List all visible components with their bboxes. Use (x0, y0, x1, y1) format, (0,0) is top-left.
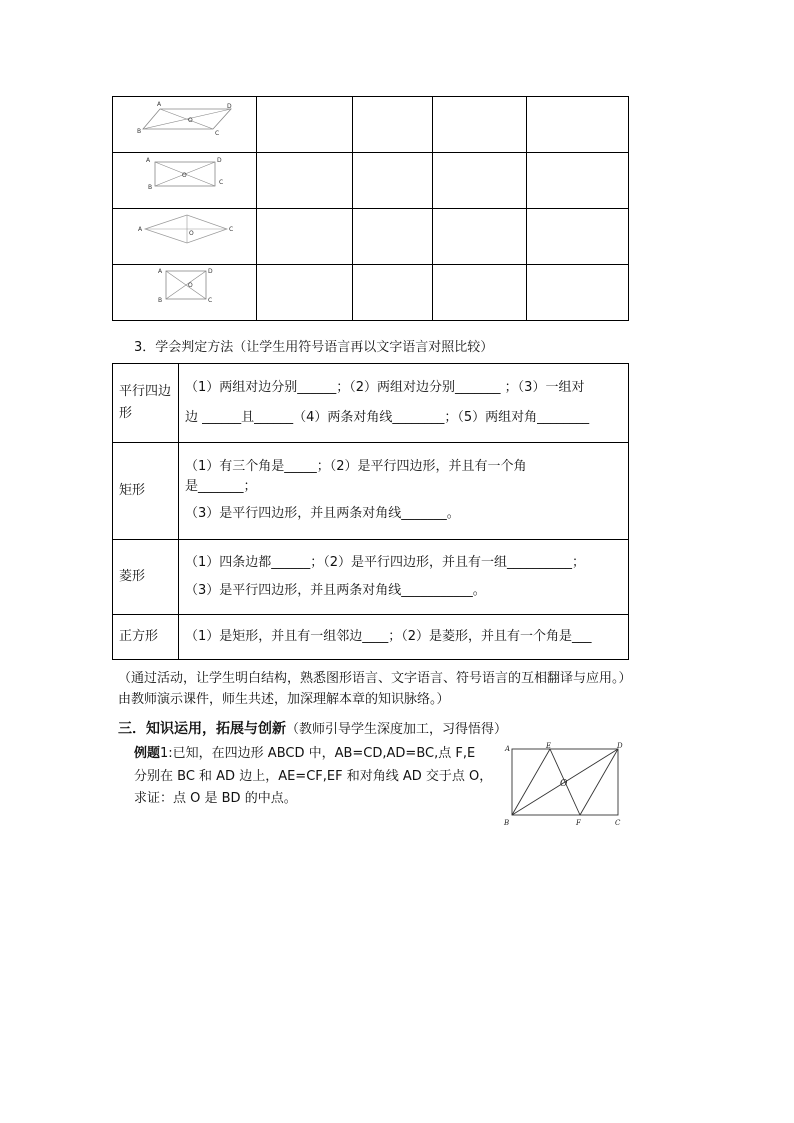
vertex-label-b: B (137, 128, 142, 135)
section-heading-judgement: 3．学会判定方法（让学生用符号语言再以文字语言对照比较） (134, 340, 494, 355)
center-label-o: O (182, 172, 187, 179)
center-label-o: O (188, 282, 193, 289)
table-cell (527, 265, 629, 321)
vertex-label-d: D (227, 103, 232, 110)
table-row (113, 265, 629, 321)
vertex-label-a: A (138, 226, 143, 233)
table-cell (527, 153, 629, 209)
vertex-label-c: C (229, 226, 234, 233)
table-cell (257, 153, 353, 209)
section-three-title-bold: 三．知识运用，拓展与创新 (118, 721, 286, 737)
center-label-o: O (188, 117, 193, 124)
figure-cell-rhombus (113, 209, 257, 265)
table-cell (353, 153, 433, 209)
method-line: 是_______； (185, 479, 257, 494)
vertex-label-d: D (217, 157, 222, 164)
parallelogram-figure (113, 97, 256, 152)
vertex-label-f: F (576, 819, 581, 827)
table-cell (353, 209, 433, 265)
section-three-title (118, 718, 507, 738)
vertex-label-e: E (546, 742, 552, 750)
rectangle-figure (113, 153, 256, 208)
vertex-label-o: O (560, 779, 568, 789)
method-line: （1）是矩形，并且有一组邻边____；（2）是菱形，并且有一个角是___ (185, 629, 592, 644)
example-label: 例题 (134, 746, 161, 761)
table-row (113, 153, 629, 209)
center-label-o: O (189, 230, 194, 237)
vertex-label-a: A (146, 157, 151, 164)
table-cell (527, 97, 629, 153)
activity-note: 由教师演示课件，师生共述，加深理解本章的知识脉络。） (118, 692, 450, 707)
table-row (113, 615, 629, 660)
figure-cell-parallelogram (113, 97, 257, 153)
vertex-label-b: B (158, 297, 163, 304)
table-cell (257, 97, 353, 153)
section-three-title-rest: （教师引导学生深度加工，习得悟得） (286, 722, 508, 737)
example-line (134, 742, 475, 761)
table-row (113, 540, 629, 615)
table-cell (353, 265, 433, 321)
figure-table (112, 96, 629, 321)
example-line: 求证：点 O 是 BD 的中点。 (134, 791, 297, 806)
method-line: （1）四条边都______；（2）是平行四边形，并且有一组__________； (185, 555, 586, 570)
row-label-rhombus: 菱形 (113, 540, 179, 615)
table-cell (527, 209, 629, 265)
method-line: （3）是平行四边形，并且两条对角线___________。 (185, 583, 486, 598)
vertex-label-a: A (505, 745, 511, 753)
vertex-label-c: C (219, 179, 224, 186)
vertex-label-b: B (504, 819, 510, 827)
vertex-label-c: C (208, 297, 213, 304)
example-line: 分别在 BC 和 AD 边上，AE=CF,EF 和对角线 AD 交于点 O， (134, 769, 493, 784)
judgement-method-table (112, 363, 629, 660)
row-content-rhombus (179, 540, 629, 615)
row-label-rectangle: 矩形 (113, 443, 179, 540)
example-figure (500, 740, 630, 832)
vertex-label-c: C (215, 130, 220, 137)
table-cell (433, 153, 527, 209)
table-cell (257, 209, 353, 265)
row-label-parallelogram: 平行四边形 (113, 364, 179, 443)
rhombus-figure (113, 209, 256, 264)
table-row (113, 364, 629, 443)
vertex-label-a: A (157, 101, 162, 108)
table-cell (433, 209, 527, 265)
table-cell (257, 265, 353, 321)
table-row (113, 209, 629, 265)
table-cell (353, 97, 433, 153)
table-row (113, 443, 629, 540)
figure-cell-rectangle (113, 153, 257, 209)
table-cell (433, 97, 527, 153)
row-label-square: 正方形 (113, 615, 179, 660)
vertex-label-b: B (148, 184, 153, 191)
vertex-label-d: D (617, 742, 623, 750)
method-line: （1）两组对边分别______；（2）两组对边分别_______ ；（3）一组对 (185, 380, 585, 395)
figure-cell-square (113, 265, 257, 321)
vertex-label-c: C (615, 819, 621, 827)
row-content-parallelogram (179, 364, 629, 443)
row-content-square (179, 615, 629, 660)
method-line: 边 ______且______（4）两条对角线________；（5）两组对角________ (185, 410, 590, 425)
method-line: （1）有三个角是_____；（2）是平行四边形，并且有一个角 (185, 459, 527, 474)
example-text: 1:已知，在四边形 ABCD 中，AB=CD,AD=BC,点 F,E (160, 746, 476, 761)
table-row (113, 97, 629, 153)
method-line: （3）是平行四边形，并且两条对角线_______。 (185, 506, 460, 521)
vertex-label-d: D (208, 268, 213, 275)
activity-note: （通过活动，让学生明白结构，熟悉图形语言、文字语言、符号语言的互相翻译与应用。） (118, 671, 632, 686)
row-content-rectangle (179, 443, 629, 540)
vertex-label-a: A (158, 268, 163, 275)
square-figure (113, 265, 256, 320)
table-cell (433, 265, 527, 321)
